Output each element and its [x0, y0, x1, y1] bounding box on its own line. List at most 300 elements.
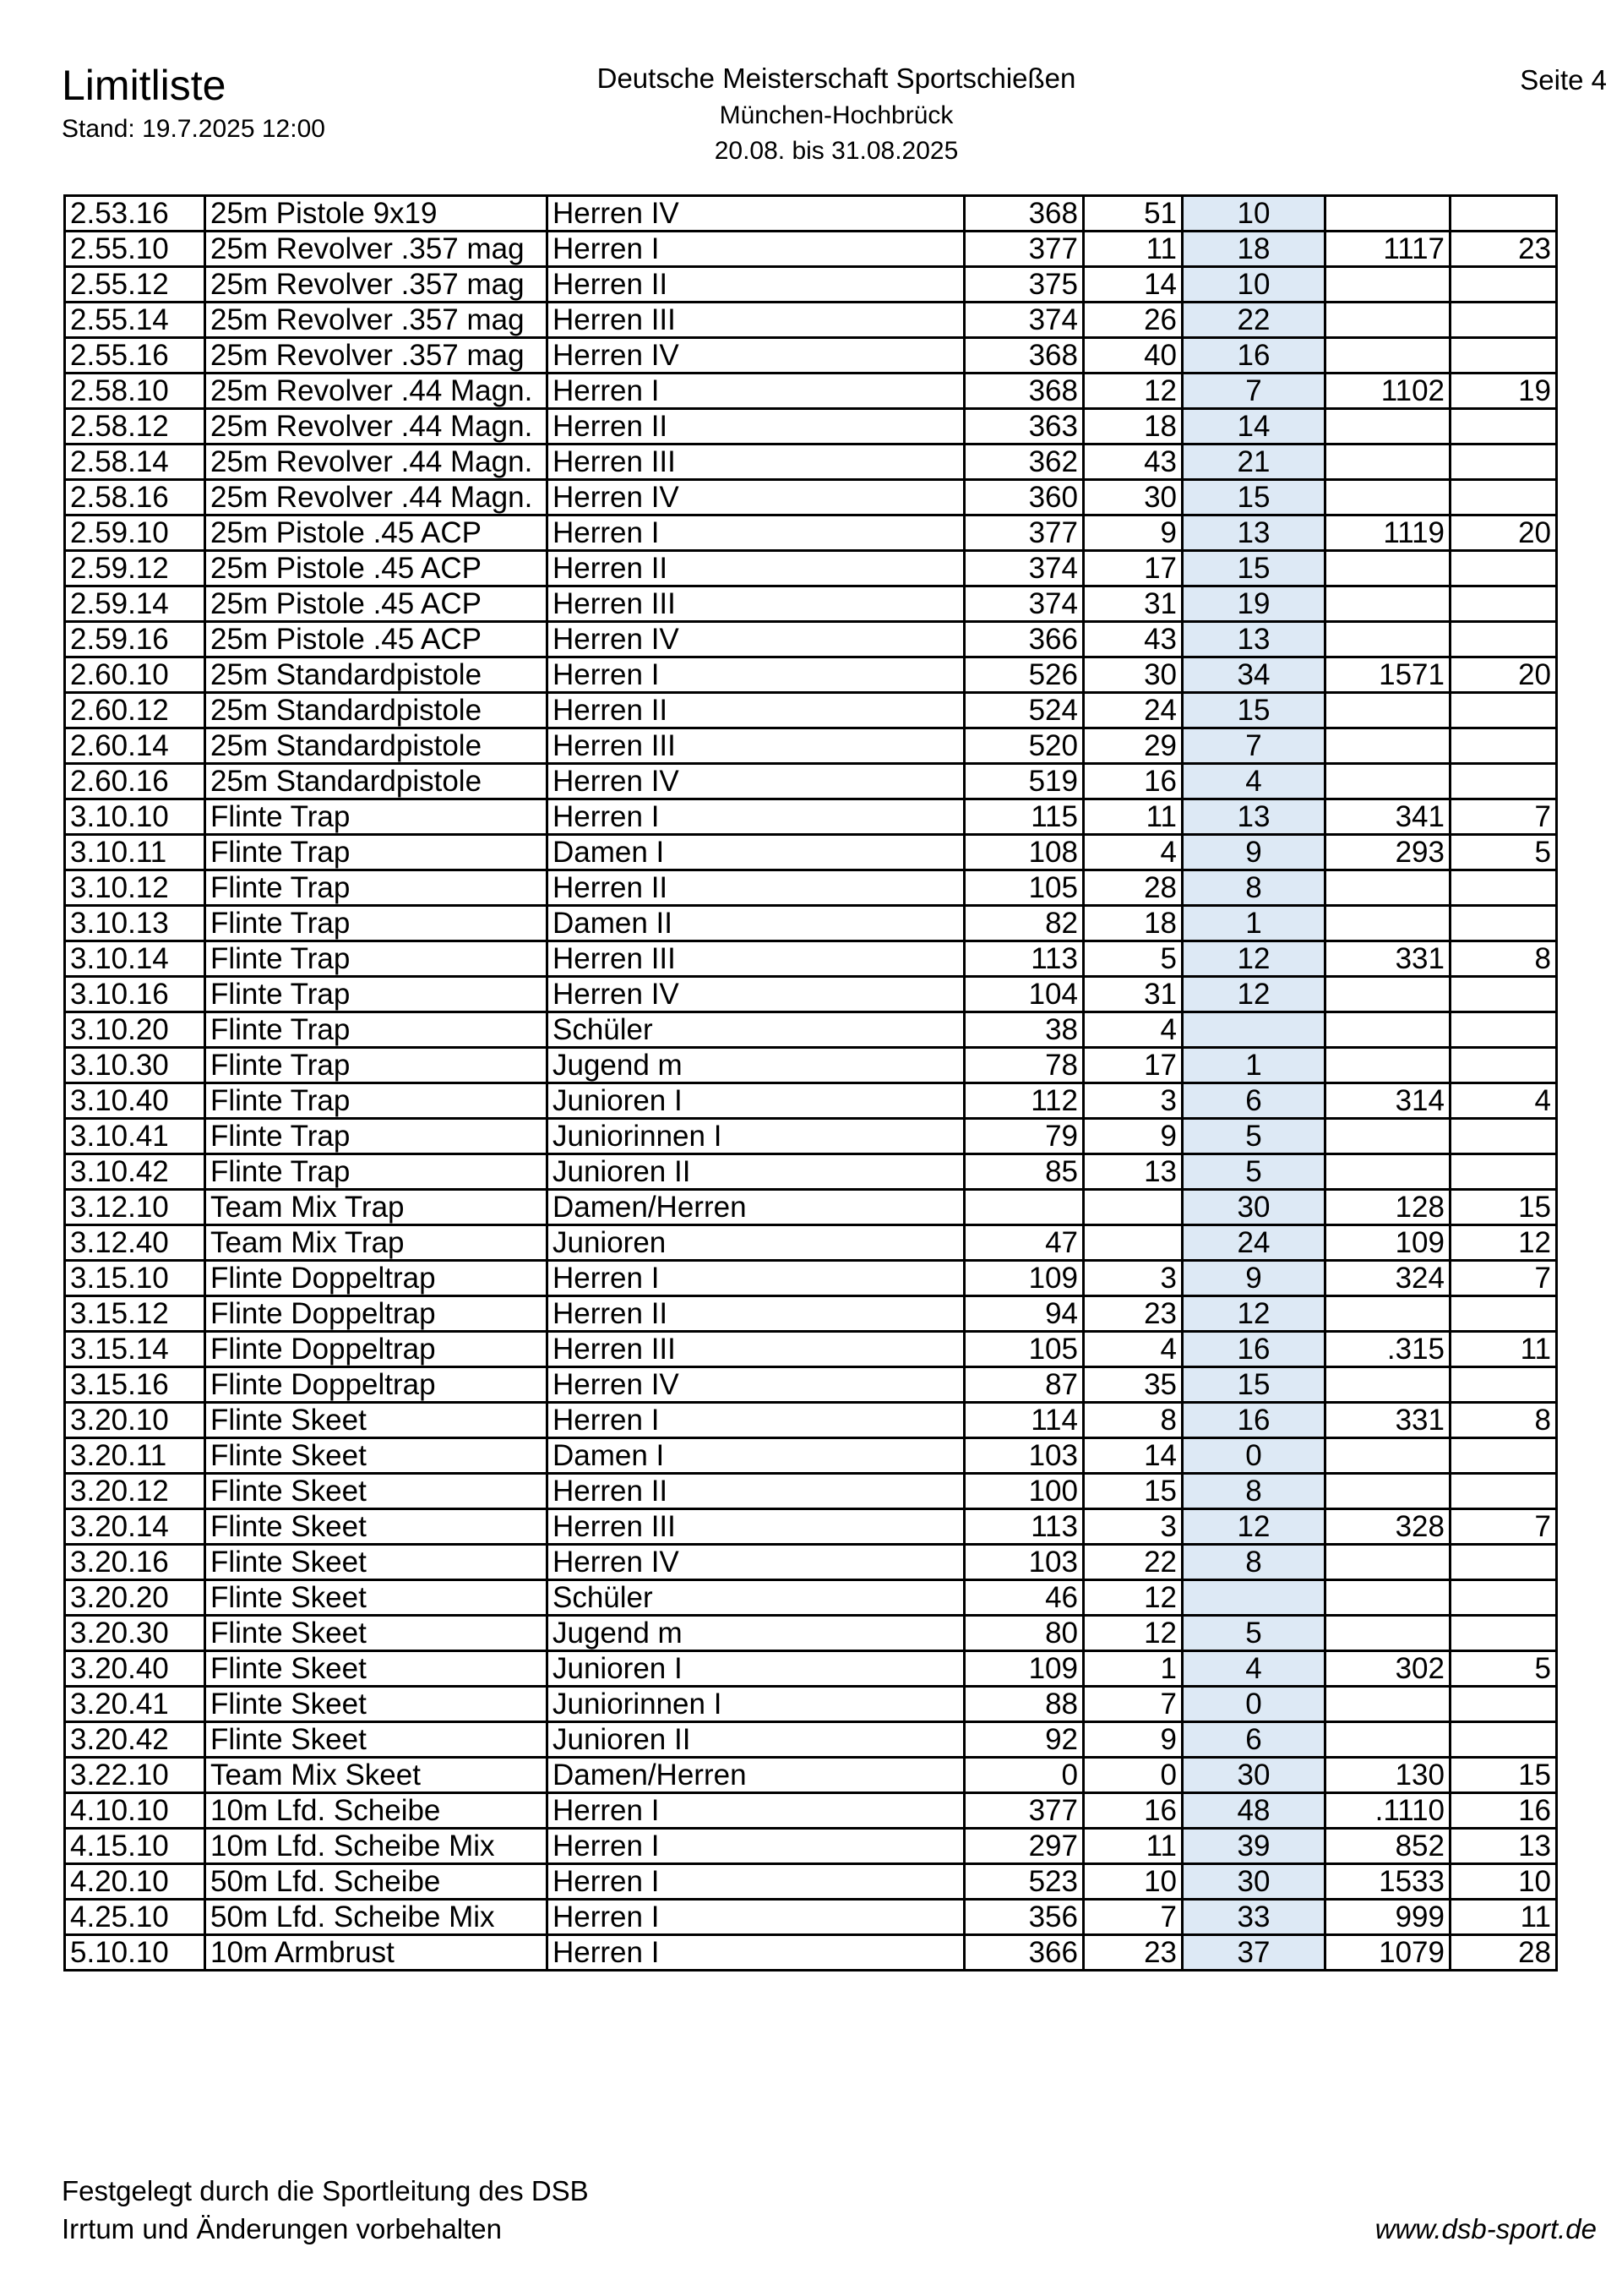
discipline-name: Flinte Trap: [205, 1048, 547, 1083]
class-name: Damen/Herren: [547, 1758, 965, 1793]
team-count: [1451, 338, 1557, 374]
limit-value: 15: [1183, 551, 1325, 586]
table-row: [65, 1474, 1557, 1509]
discipline-code: 3.20.42: [65, 1722, 205, 1758]
value-2: 23: [1084, 1296, 1183, 1332]
discipline-code: 3.10.41: [65, 1119, 205, 1154]
discipline-code: 4.15.10: [65, 1829, 205, 1864]
team-value: [1325, 1048, 1451, 1083]
discipline-code: 3.10.10: [65, 799, 205, 835]
value-1: 374: [965, 586, 1084, 622]
discipline-code: 3.10.13: [65, 906, 205, 941]
value-1: 368: [965, 338, 1084, 374]
discipline-name: Team Mix Trap: [205, 1225, 547, 1261]
discipline-name: 25m Standardpistole: [205, 764, 547, 799]
discipline-name: Flinte Trap: [205, 1083, 547, 1119]
limit-value: 12: [1183, 1509, 1325, 1545]
table-row: [65, 622, 1557, 657]
class-name: Schüler: [547, 1012, 965, 1048]
team-count: 12: [1451, 1225, 1557, 1261]
value-2: 13: [1084, 1154, 1183, 1190]
value-1: 80: [965, 1616, 1084, 1651]
team-value: 302: [1325, 1651, 1451, 1687]
value-1: 105: [965, 1332, 1084, 1367]
value-2: 30: [1084, 480, 1183, 515]
team-value: [1325, 1012, 1451, 1048]
team-count: 11: [1451, 1900, 1557, 1935]
value-2: 14: [1084, 267, 1183, 303]
limit-value: 15: [1183, 693, 1325, 728]
team-count: [1451, 870, 1557, 906]
team-count: 5: [1451, 1651, 1557, 1687]
value-2: 1: [1084, 1651, 1183, 1687]
value-2: 0: [1084, 1758, 1183, 1793]
discipline-code: 3.10.14: [65, 941, 205, 977]
value-1: 375: [965, 267, 1084, 303]
class-name: Herren II: [547, 870, 965, 906]
discipline-name: 25m Standardpistole: [205, 693, 547, 728]
discipline-code: 2.59.16: [65, 622, 205, 657]
team-value: [1325, 728, 1451, 764]
value-2: 4: [1084, 1332, 1183, 1367]
discipline-code: 5.10.10: [65, 1935, 205, 1971]
table-row: [65, 799, 1557, 835]
limit-value: 0: [1183, 1438, 1325, 1474]
value-1: 108: [965, 835, 1084, 870]
value-2: 16: [1084, 764, 1183, 799]
class-name: Herren I: [547, 1261, 965, 1296]
value-2: 12: [1084, 1616, 1183, 1651]
class-name: Herren II: [547, 1296, 965, 1332]
discipline-code: 3.10.12: [65, 870, 205, 906]
discipline-code: 3.20.16: [65, 1545, 205, 1580]
table-row: [65, 480, 1557, 515]
limit-value: [1183, 1580, 1325, 1616]
value-1: 363: [965, 409, 1084, 444]
table-row: [65, 444, 1557, 480]
table-row: [65, 1261, 1557, 1296]
team-count: [1451, 444, 1557, 480]
value-2: 17: [1084, 551, 1183, 586]
discipline-code: 2.60.14: [65, 728, 205, 764]
discipline-code: 4.25.10: [65, 1900, 205, 1935]
table-row: [65, 1225, 1557, 1261]
limit-value: 16: [1183, 338, 1325, 374]
table-row: [65, 941, 1557, 977]
discipline-code: 3.20.10: [65, 1403, 205, 1438]
limit-value: 16: [1183, 1332, 1325, 1367]
discipline-name: 25m Pistole .45 ACP: [205, 586, 547, 622]
team-value: [1325, 1296, 1451, 1332]
team-value: [1325, 1154, 1451, 1190]
document-title: Limitliste: [62, 62, 226, 109]
class-name: Herren IV: [547, 196, 965, 232]
class-name: Herren I: [547, 1864, 965, 1900]
team-value: [1325, 1545, 1451, 1580]
discipline-name: 25m Pistole 9x19: [205, 196, 547, 232]
value-1: 113: [965, 941, 1084, 977]
value-2: 11: [1084, 799, 1183, 835]
value-1: 366: [965, 622, 1084, 657]
discipline-code: 2.55.10: [65, 232, 205, 267]
discipline-name: 25m Revolver .44 Magn.: [205, 409, 547, 444]
table-row: [65, 303, 1557, 338]
value-2: 4: [1084, 835, 1183, 870]
discipline-code: 3.22.10: [65, 1758, 205, 1793]
class-name: Herren I: [547, 515, 965, 551]
table-row: [65, 764, 1557, 799]
team-value: [1325, 409, 1451, 444]
class-name: Junioren II: [547, 1154, 965, 1190]
value-2: 4: [1084, 1012, 1183, 1048]
value-1: 79: [965, 1119, 1084, 1154]
discipline-code: 3.15.14: [65, 1332, 205, 1367]
team-value: 314: [1325, 1083, 1451, 1119]
limit-value: 9: [1183, 835, 1325, 870]
team-value: 1117: [1325, 232, 1451, 267]
limit-value: 24: [1183, 1225, 1325, 1261]
discipline-code: 4.20.10: [65, 1864, 205, 1900]
limit-value: 19: [1183, 586, 1325, 622]
discipline-code: 2.55.14: [65, 303, 205, 338]
value-1: 112: [965, 1083, 1084, 1119]
limit-value: [1183, 1012, 1325, 1048]
value-2: 7: [1084, 1900, 1183, 1935]
team-count: 15: [1451, 1190, 1557, 1225]
value-2: 31: [1084, 586, 1183, 622]
class-name: Herren IV: [547, 977, 965, 1012]
discipline-name: Flinte Trap: [205, 1012, 547, 1048]
discipline-code: 3.20.12: [65, 1474, 205, 1509]
team-count: [1451, 906, 1557, 941]
class-name: Herren I: [547, 657, 965, 693]
limit-value: 5: [1183, 1616, 1325, 1651]
limit-value: 9: [1183, 1261, 1325, 1296]
table-row: [65, 196, 1557, 232]
event-venue: München-Hochbrück: [719, 101, 954, 129]
value-1: 377: [965, 1793, 1084, 1829]
discipline-code: 3.12.40: [65, 1225, 205, 1261]
table-row: [65, 1793, 1557, 1829]
discipline-name: Flinte Trap: [205, 835, 547, 870]
table-row: [65, 1119, 1557, 1154]
team-value: [1325, 1474, 1451, 1509]
table-row: [65, 728, 1557, 764]
value-1: 103: [965, 1545, 1084, 1580]
discipline-code: 2.58.10: [65, 374, 205, 409]
value-2: 9: [1084, 1722, 1183, 1758]
team-value: 331: [1325, 1403, 1451, 1438]
value-2: 43: [1084, 622, 1183, 657]
table-row: [65, 1190, 1557, 1225]
value-1: 368: [965, 374, 1084, 409]
limit-value: 8: [1183, 1474, 1325, 1509]
discipline-code: 3.15.16: [65, 1367, 205, 1403]
limit-value: 12: [1183, 941, 1325, 977]
discipline-name: Flinte Skeet: [205, 1687, 547, 1722]
discipline-name: 25m Revolver .357 mag: [205, 338, 547, 374]
limit-value: 48: [1183, 1793, 1325, 1829]
table-row: [65, 1616, 1557, 1651]
team-value: .1110: [1325, 1793, 1451, 1829]
table-row: [65, 1438, 1557, 1474]
table-row: [65, 1012, 1557, 1048]
discipline-name: 25m Pistole .45 ACP: [205, 551, 547, 586]
team-value: 109: [1325, 1225, 1451, 1261]
class-name: Damen I: [547, 1438, 965, 1474]
limit-table: [63, 194, 1558, 1972]
team-count: [1451, 1296, 1557, 1332]
class-name: Herren IV: [547, 1367, 965, 1403]
value-1: 360: [965, 480, 1084, 515]
class-name: Herren III: [547, 1509, 965, 1545]
team-value: [1325, 338, 1451, 374]
table-row: [65, 1083, 1557, 1119]
team-count: [1451, 764, 1557, 799]
team-value: [1325, 906, 1451, 941]
discipline-name: 50m Lfd. Scheibe Mix: [205, 1900, 547, 1935]
class-name: Herren IV: [547, 1545, 965, 1580]
class-name: Schüler: [547, 1580, 965, 1616]
limit-value: 21: [1183, 444, 1325, 480]
table-row: [65, 409, 1557, 444]
limit-value: 37: [1183, 1935, 1325, 1971]
team-value: 1079: [1325, 1935, 1451, 1971]
team-value: 999: [1325, 1900, 1451, 1935]
table-row: [65, 374, 1557, 409]
discipline-code: 3.10.30: [65, 1048, 205, 1083]
discipline-code: 3.20.20: [65, 1580, 205, 1616]
class-name: Juniorinnen I: [547, 1687, 965, 1722]
team-value: [1325, 1722, 1451, 1758]
class-name: Junioren I: [547, 1651, 965, 1687]
website-link[interactable]: www.dsb-sport.de: [1374, 2213, 1597, 2244]
table-row: [65, 906, 1557, 941]
team-count: [1451, 622, 1557, 657]
team-count: [1451, 1722, 1557, 1758]
value-2: 30: [1084, 657, 1183, 693]
team-count: 11: [1451, 1332, 1557, 1367]
limit-value: 16: [1183, 1403, 1325, 1438]
value-1: 105: [965, 870, 1084, 906]
team-count: 19: [1451, 374, 1557, 409]
value-1: 78: [965, 1048, 1084, 1083]
discipline-code: 3.20.41: [65, 1687, 205, 1722]
team-count: 13: [1451, 1829, 1557, 1864]
team-value: [1325, 764, 1451, 799]
discipline-name: 25m Standardpistole: [205, 728, 547, 764]
discipline-name: 50m Lfd. Scheibe: [205, 1864, 547, 1900]
team-count: [1451, 693, 1557, 728]
class-name: Herren I: [547, 232, 965, 267]
value-2: 51: [1084, 196, 1183, 232]
team-count: [1451, 1438, 1557, 1474]
discipline-name: Flinte Skeet: [205, 1651, 547, 1687]
discipline-name: 25m Standardpistole: [205, 657, 547, 693]
discipline-code: 2.55.16: [65, 338, 205, 374]
value-2: 43: [1084, 444, 1183, 480]
limit-value: 8: [1183, 870, 1325, 906]
table-row: [65, 1829, 1557, 1864]
team-value: 328: [1325, 1509, 1451, 1545]
limit-value: 22: [1183, 303, 1325, 338]
discipline-code: 3.15.12: [65, 1296, 205, 1332]
value-1: 47: [965, 1225, 1084, 1261]
team-count: 20: [1451, 657, 1557, 693]
discipline-name: Flinte Trap: [205, 977, 547, 1012]
team-value: 324: [1325, 1261, 1451, 1296]
discipline-name: Flinte Skeet: [205, 1438, 547, 1474]
team-count: [1451, 728, 1557, 764]
team-count: [1451, 1580, 1557, 1616]
discipline-code: 3.10.16: [65, 977, 205, 1012]
value-1: 523: [965, 1864, 1084, 1900]
table-row: [65, 1580, 1557, 1616]
discipline-name: Flinte Trap: [205, 941, 547, 977]
team-value: [1325, 1580, 1451, 1616]
value-2: 15: [1084, 1474, 1183, 1509]
team-value: 1571: [1325, 657, 1451, 693]
value-1: 113: [965, 1509, 1084, 1545]
class-name: Juniorinnen I: [547, 1119, 965, 1154]
event-title: Deutsche Meisterschaft Sportschießen: [596, 63, 1076, 94]
team-count: [1451, 1367, 1557, 1403]
team-count: [1451, 267, 1557, 303]
limit-value: 13: [1183, 622, 1325, 657]
value-2: 28: [1084, 870, 1183, 906]
value-2: 3: [1084, 1261, 1183, 1296]
value-1: 362: [965, 444, 1084, 480]
class-name: Damen II: [547, 906, 965, 941]
team-value: [1325, 1687, 1451, 1722]
value-1: [965, 1190, 1084, 1225]
discipline-code: 2.58.12: [65, 409, 205, 444]
class-name: Jugend m: [547, 1048, 965, 1083]
discipline-name: 25m Revolver .44 Magn.: [205, 374, 547, 409]
class-name: Herren II: [547, 409, 965, 444]
discipline-name: Flinte Skeet: [205, 1509, 547, 1545]
team-count: 28: [1451, 1935, 1557, 1971]
value-1: 526: [965, 657, 1084, 693]
class-name: Herren III: [547, 728, 965, 764]
class-name: Junioren: [547, 1225, 965, 1261]
table-row: [65, 977, 1557, 1012]
class-name: Herren II: [547, 267, 965, 303]
discipline-name: Flinte Trap: [205, 906, 547, 941]
limit-value: 5: [1183, 1119, 1325, 1154]
value-1: 0: [965, 1758, 1084, 1793]
team-value: [1325, 693, 1451, 728]
limit-value: 12: [1183, 1296, 1325, 1332]
discipline-name: 25m Revolver .357 mag: [205, 303, 547, 338]
team-count: [1451, 409, 1557, 444]
value-1: 82: [965, 906, 1084, 941]
discipline-name: Team Mix Skeet: [205, 1758, 547, 1793]
limit-value: 10: [1183, 196, 1325, 232]
value-2: 8: [1084, 1403, 1183, 1438]
class-name: Junioren II: [547, 1722, 965, 1758]
table-row: [65, 870, 1557, 906]
table-row: [65, 1367, 1557, 1403]
value-1: 85: [965, 1154, 1084, 1190]
discipline-code: 2.55.12: [65, 267, 205, 303]
value-1: 115: [965, 799, 1084, 835]
discipline-code: 2.60.16: [65, 764, 205, 799]
value-2: 18: [1084, 906, 1183, 941]
value-1: 104: [965, 977, 1084, 1012]
discipline-code: 3.10.20: [65, 1012, 205, 1048]
table-row: [65, 835, 1557, 870]
discipline-code: 2.59.12: [65, 551, 205, 586]
team-count: [1451, 551, 1557, 586]
table-row: [65, 586, 1557, 622]
value-2: 40: [1084, 338, 1183, 374]
team-value: [1325, 1438, 1451, 1474]
table-row: [65, 1509, 1557, 1545]
team-count: 23: [1451, 232, 1557, 267]
class-name: Jugend m: [547, 1616, 965, 1651]
limit-value: 34: [1183, 657, 1325, 693]
discipline-name: 25m Revolver .44 Magn.: [205, 480, 547, 515]
value-2: 16: [1084, 1793, 1183, 1829]
value-2: [1084, 1190, 1183, 1225]
team-value: 341: [1325, 799, 1451, 835]
value-1: 38: [965, 1012, 1084, 1048]
discipline-code: 3.10.11: [65, 835, 205, 870]
discipline-name: Flinte Trap: [205, 799, 547, 835]
team-value: [1325, 622, 1451, 657]
team-value: [1325, 444, 1451, 480]
discipline-name: Flinte Skeet: [205, 1722, 547, 1758]
team-value: [1325, 267, 1451, 303]
discipline-name: Flinte Skeet: [205, 1545, 547, 1580]
team-value: 130: [1325, 1758, 1451, 1793]
team-count: [1451, 1545, 1557, 1580]
value-2: 26: [1084, 303, 1183, 338]
discipline-code: 3.20.40: [65, 1651, 205, 1687]
discipline-name: 10m Lfd. Scheibe: [205, 1793, 547, 1829]
team-value: [1325, 586, 1451, 622]
class-name: Herren III: [547, 303, 965, 338]
team-value: [1325, 977, 1451, 1012]
value-2: 22: [1084, 1545, 1183, 1580]
value-2: [1084, 1225, 1183, 1261]
team-count: [1451, 196, 1557, 232]
discipline-code: 3.10.40: [65, 1083, 205, 1119]
team-value: 852: [1325, 1829, 1451, 1864]
team-value: 293: [1325, 835, 1451, 870]
limit-value: 0: [1183, 1687, 1325, 1722]
value-1: 100: [965, 1474, 1084, 1509]
value-2: 9: [1084, 515, 1183, 551]
discipline-code: 2.59.14: [65, 586, 205, 622]
value-2: 11: [1084, 232, 1183, 267]
table-row: [65, 267, 1557, 303]
team-count: 8: [1451, 1403, 1557, 1438]
value-2: 9: [1084, 1119, 1183, 1154]
value-2: 31: [1084, 977, 1183, 1012]
discipline-code: 2.58.16: [65, 480, 205, 515]
team-count: [1451, 586, 1557, 622]
discipline-name: 25m Revolver .357 mag: [205, 232, 547, 267]
value-1: 88: [965, 1687, 1084, 1722]
team-count: [1451, 1687, 1557, 1722]
limit-value: 15: [1183, 1367, 1325, 1403]
value-1: 366: [965, 1935, 1084, 1971]
value-1: 519: [965, 764, 1084, 799]
table-row: [65, 515, 1557, 551]
team-value: .315: [1325, 1332, 1451, 1367]
